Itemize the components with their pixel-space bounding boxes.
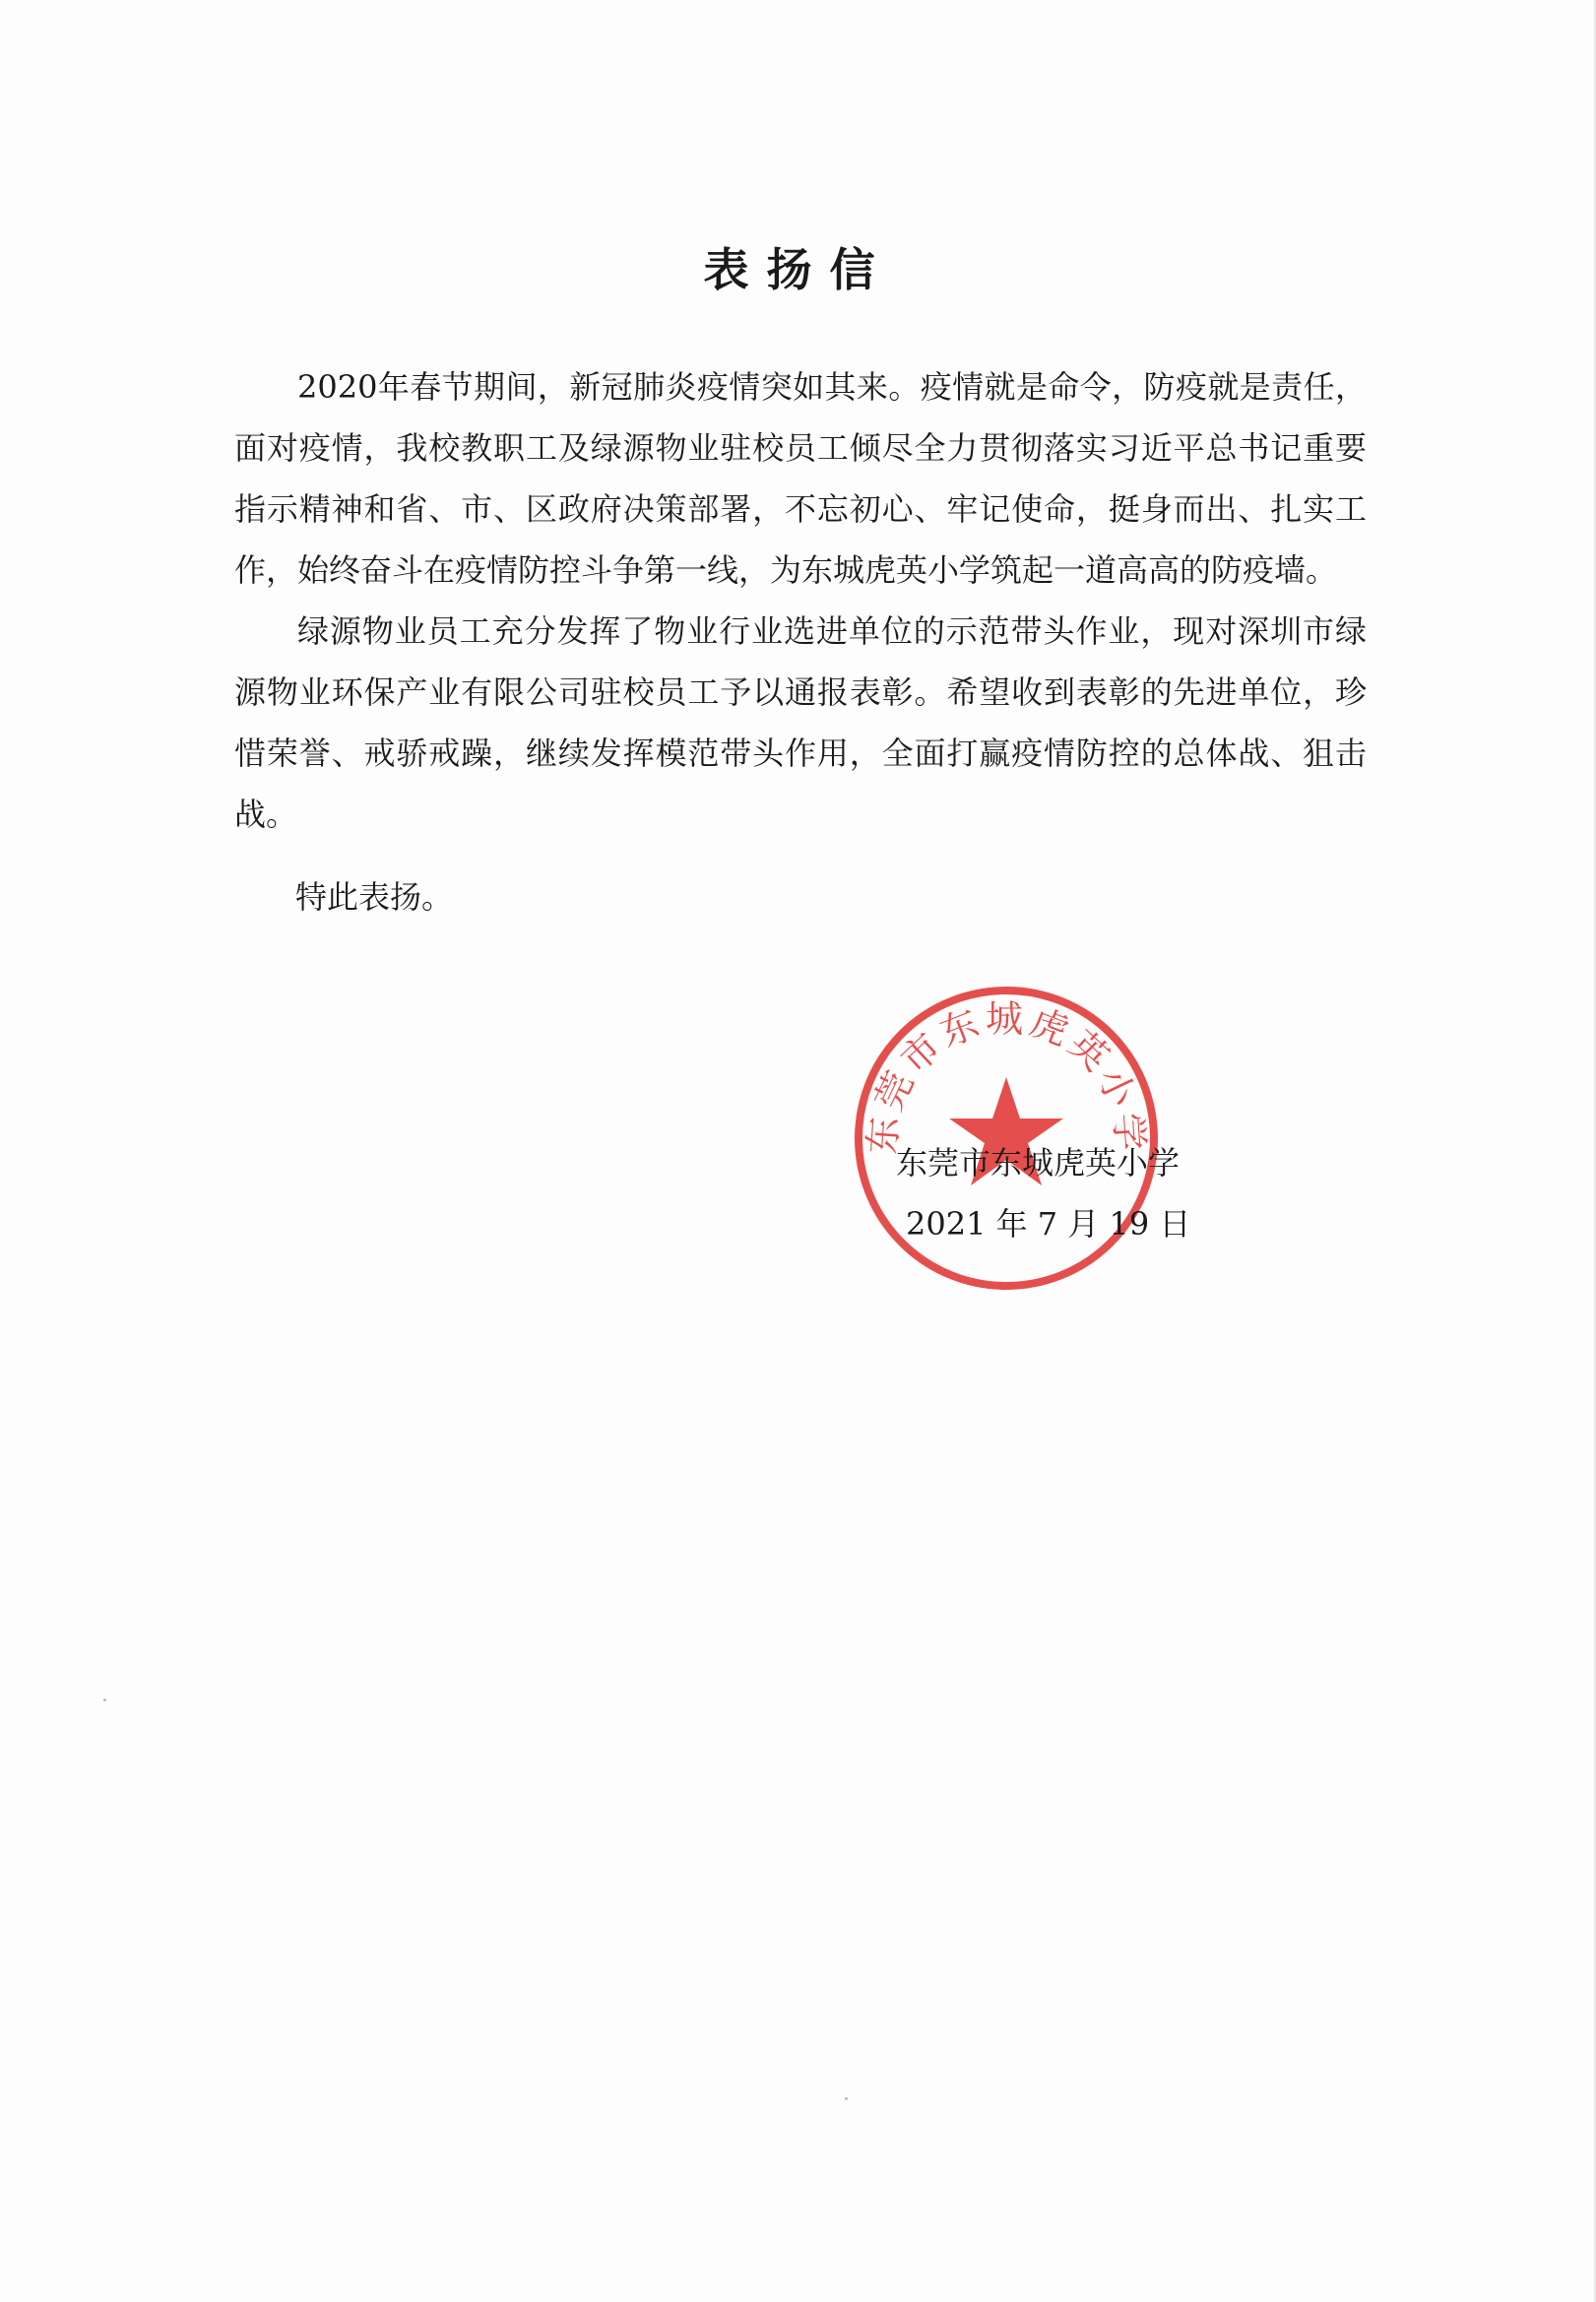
letter-body — [234, 356, 1367, 845]
scan-speck — [845, 2097, 848, 2100]
signature-block — [896, 1132, 1190, 1254]
paragraph-1: 2020年春节期间，新冠肺炎疫情突如其来。疫情就是命令，防疫就是责任，面对疫情，我校教职工及绿源物业驻校员工倾尽全力贯彻落实习近平总书记重要指示精神和省、市、区政府决策部署，不忘初心、牢记使命，挺身而出、扎实工作，始终奋斗在疫情防控斗争第一线，为东城虎英小学筑起一道高高的防疫墙。 — [234, 368, 1367, 589]
signature-organization: 东莞市东城虎英小学 — [896, 1144, 1181, 1182]
scan-speck — [103, 1698, 106, 1701]
signature-date: 2021 年 7 月 19 日 — [906, 1205, 1191, 1243]
seal-text: 东莞市东城虎英小学 — [860, 996, 1153, 1156]
closing-line: 特此表扬。 — [295, 878, 454, 916]
paragraph-2: 绿源物业员工充分发挥了物业行业选进单位的示范带头作业，现对深圳市绿源物业环保产业有限公司驻校员工予以通报表彰。希望收到表彰的先进单位，珍惜荣誉、戒骄戒躁，继续发挥模范带头作用，全面打赢疫情防控的总体战、狙击战。 — [234, 612, 1367, 833]
page-title: 表扬信 — [703, 243, 893, 296]
